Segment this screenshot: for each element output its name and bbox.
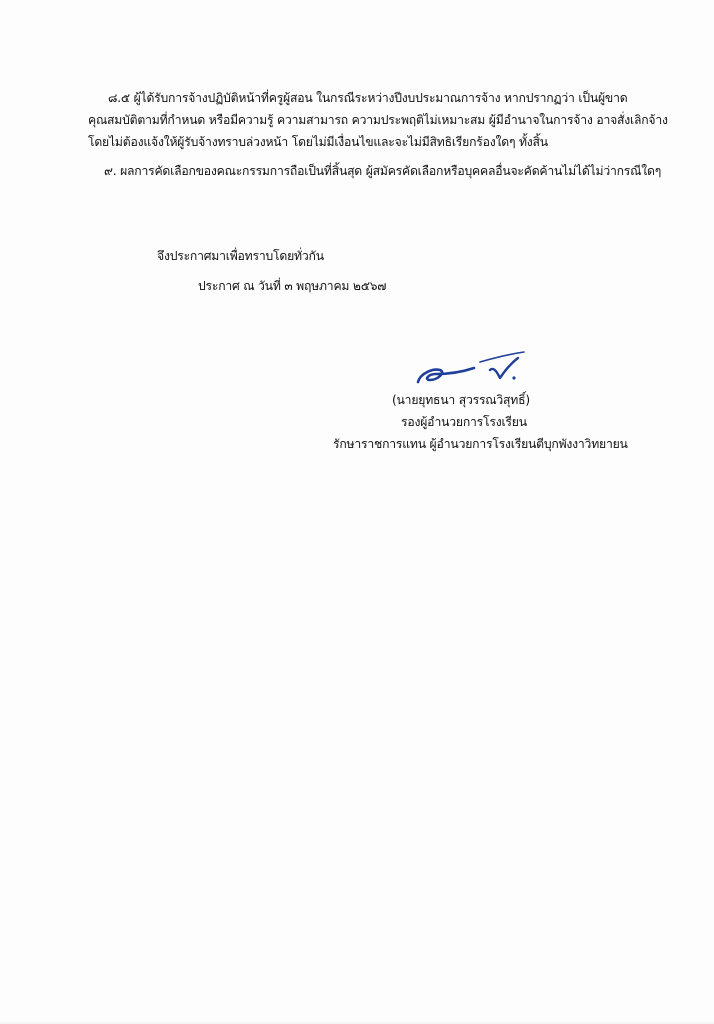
signatory-position: รองผู้อำนวยการโรงเรียน: [401, 415, 527, 429]
clause-9-text: ๙. ผลการคัดเลือกของคณะกรรมการถือเป็นที่สิ้นสุด ผู้สมัครคัดเลือกหรือบุคคลอื่นจะคัดค้านไม่ได้ไม่ว่ากรณีใดๆ: [104, 164, 662, 178]
signature-stroke: [418, 368, 474, 382]
signature-stroke: [490, 358, 518, 378]
announcement-date: ประกาศ ณ วันที่ ๓ พฤษภาคม ๒๕๖๗: [198, 279, 387, 293]
clause-8-5-line-3: โดยไม่ต้องแจ้งให้ผู้รับจ้างทราบล่วงหน้า โดยไม่มีเงื่อนไขและจะไม่มีสิทธิเรียกร้องใดๆ ทั้งสิ้น: [88, 135, 548, 149]
signature-image: [410, 344, 528, 390]
announcement-closing: จึงประกาศมาเพื่อทราบโดยทั่วกัน: [157, 249, 324, 263]
signatory-name: (นายยุทธนา สุวรรณวิสุทธิ์): [392, 393, 530, 407]
signatory-acting-for: รักษาราชการแทน ผู้อำนวยการโรงเรียนตีบุกพังงาวิทยายน: [333, 437, 628, 451]
signature-dot: [512, 376, 515, 379]
clause-8-5-line-1: ๘.๕ ผู้ได้รับการจ้างปฏิบัติหน้าที่ครูผู้สอน ในกรณีระหว่างปีงบประมาณการจ้าง หากปรากฏว่า เป็นผู้ขาด: [108, 91, 628, 105]
clause-8-5-line-2: คุณสมบัติตามที่กำหนด หรือมีความรู้ ความสามารถ ความประพฤติไม่เหมาะสม ผู้มีอำนาจในการจ้าง อาจสั่งเลิกจ้าง: [88, 113, 668, 127]
